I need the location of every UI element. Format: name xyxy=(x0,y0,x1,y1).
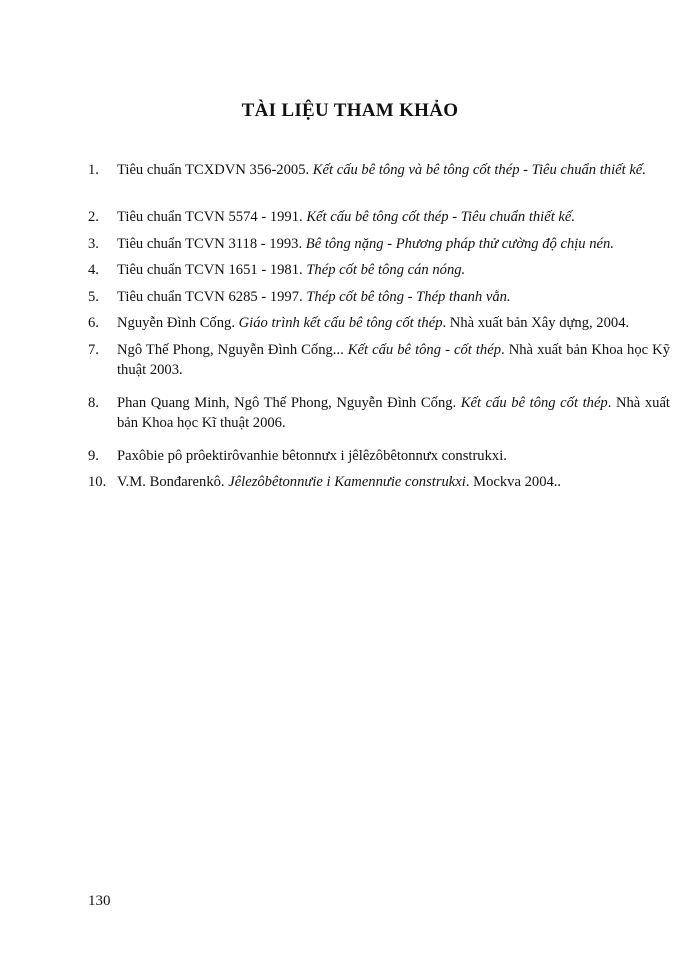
reference-text xyxy=(117,287,670,307)
reference-title: Kết cấu bê tông cốt thép - Tiêu chuẩn thiết kế. xyxy=(306,209,576,225)
reference-text xyxy=(117,260,670,280)
reference-segment: Tiêu chuẩn TCVN 6285 - 1997. xyxy=(117,289,307,305)
reference-segment: Nguyễn Đình Cống. xyxy=(117,315,239,331)
reference-segment: Tiêu chuẩn TCVN 5574 - 1991. xyxy=(117,209,307,225)
reference-text xyxy=(117,234,670,254)
page-number: 130 xyxy=(88,893,111,909)
reference-text xyxy=(117,393,670,433)
reference-item xyxy=(88,234,670,254)
reference-item xyxy=(88,446,670,466)
reference-title: Thép cốt bê tông cán nóng. xyxy=(306,262,466,278)
reference-item xyxy=(88,340,670,380)
reference-segment: . Mockva 2004.. xyxy=(465,474,562,490)
reference-item xyxy=(88,287,670,307)
reference-number: 10. xyxy=(88,474,107,490)
reference-number: 4. xyxy=(88,262,99,278)
reference-text xyxy=(117,472,670,492)
reference-segment: Tiêu chuẩn TCVN 1651 - 1981. xyxy=(117,262,307,278)
reference-item xyxy=(88,472,670,492)
reference-segment: . Nhà xuất bản Xây dựng, 2004. xyxy=(442,315,630,331)
reference-title: Bê tông nặng - Phương pháp thử cường độ chịu nén. xyxy=(305,236,614,252)
reference-item xyxy=(88,260,670,280)
reference-title: Jêlezôbêtonnưie i Kamennưie construkxi xyxy=(228,474,466,490)
reference-item xyxy=(88,160,670,180)
reference-text xyxy=(117,313,670,333)
reference-item xyxy=(88,393,670,433)
reference-text xyxy=(117,160,670,180)
reference-segment: Paxôbie pô prôektirôvanhie bêtonnưx i jêlêzôbêtonnưx construkxi. xyxy=(117,448,507,464)
reference-number: 8. xyxy=(88,395,99,411)
reference-number: 2. xyxy=(88,209,99,225)
reference-title: Giáo trình kết cấu bê tông cốt thép xyxy=(238,315,443,331)
reference-number: 9. xyxy=(88,448,99,464)
reference-segment: . Nhà xuất bản Khoa học Kĩ thuật 2006. xyxy=(117,395,670,431)
reference-number: 1. xyxy=(88,162,99,178)
reference-text xyxy=(117,446,670,466)
reference-title: Kết cấu bê tông và bê tông cốt thép - Tiêu chuẩn thiết kế. xyxy=(312,162,646,178)
reference-number: 6. xyxy=(88,315,99,331)
reference-segment: V.M. Bonđarenkô. xyxy=(117,474,229,490)
reference-segment: . Nhà xuất bản Khoa học Kỹ thuật 2003. xyxy=(117,342,670,378)
reference-segment: Phan Quang Minh, Ngô Thế Phong, Nguyễn Đình Cống. xyxy=(117,395,461,411)
reference-segment: Tiêu chuẩn TCXDVN 356-2005. xyxy=(117,162,313,178)
reference-number: 5. xyxy=(88,289,99,305)
reference-text xyxy=(117,340,670,380)
reference-text xyxy=(117,207,670,227)
reference-segment: Tiêu chuẩn TCVN 3118 - 1993. xyxy=(117,236,306,252)
reference-number: 7. xyxy=(88,342,99,358)
reference-number: 3. xyxy=(88,236,99,252)
page-title: TÀI LIỆU THAM KHẢO xyxy=(241,100,459,121)
reference-title: Thép cốt bê tông - Thép thanh vằn. xyxy=(306,289,511,305)
reference-item xyxy=(88,207,670,227)
reference-title: Kết cấu bê tông - cốt thép xyxy=(347,342,501,358)
reference-title: Kết cấu bê tông cốt thép xyxy=(460,395,608,411)
reference-item xyxy=(88,313,670,333)
reference-segment: Ngô Thế Phong, Nguyễn Đình Cống... xyxy=(117,342,348,358)
